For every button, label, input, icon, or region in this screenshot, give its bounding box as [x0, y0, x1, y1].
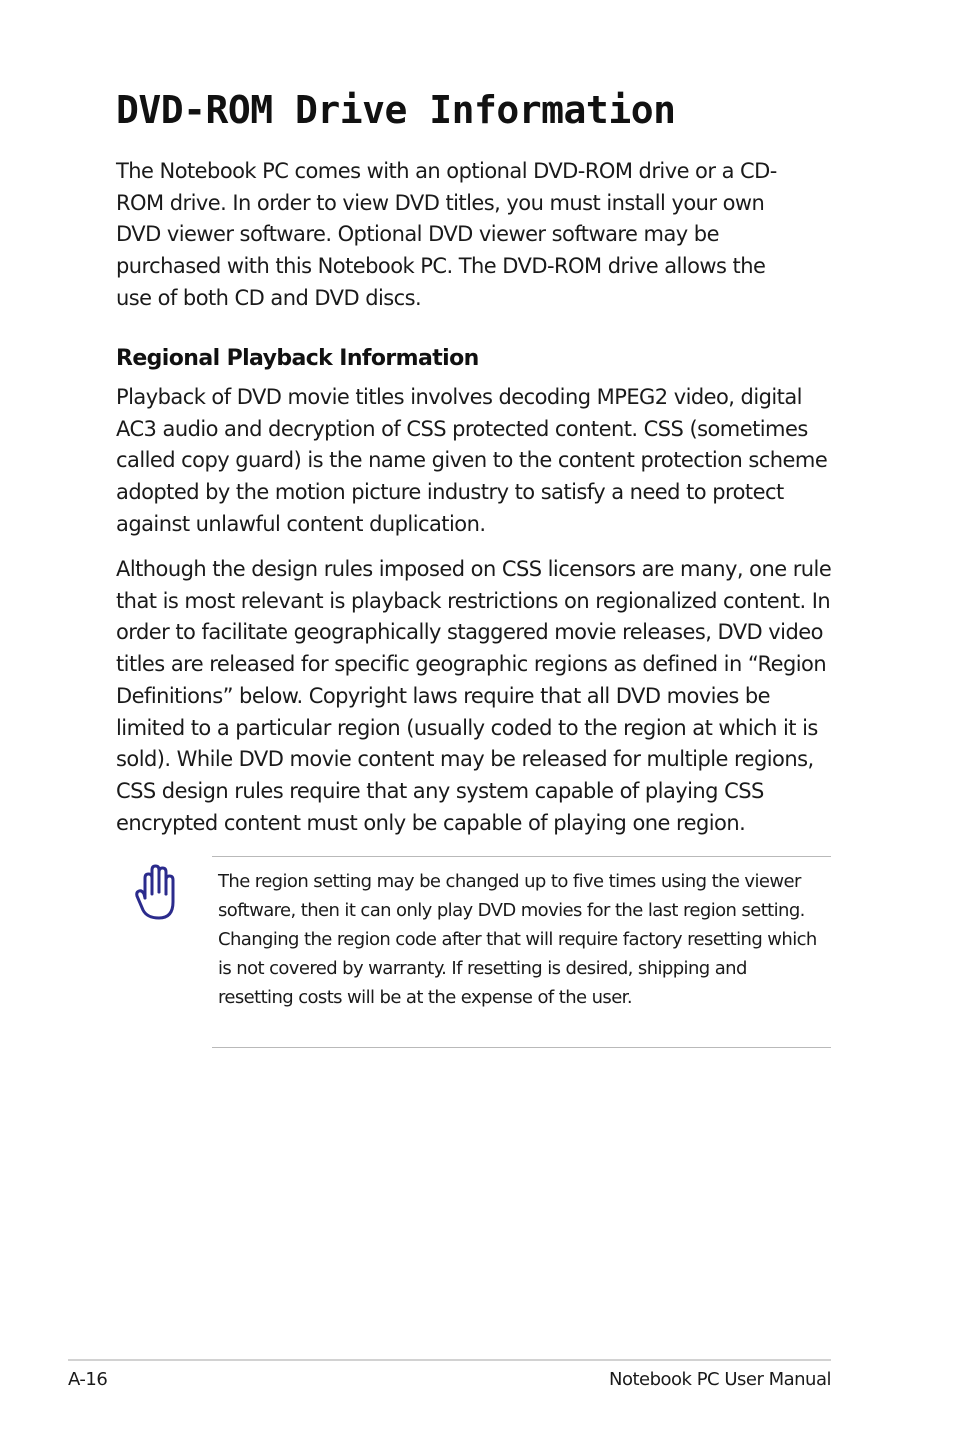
hand-stop-icon [133, 858, 181, 924]
body-paragraph-playback: Playback of DVD movie titles involves decoding MPEG2 video, digital AC3 audio and decryption of CSS protected content. CSS (sometimes called copy guard) is the name given to the content protection scheme adopted by the motion picture industry to satisfy a need to protect against unlawful content duplication. [116, 385, 828, 536]
body-paragraph-design-rules: Although the design rules imposed on CSS licensors are many, one rule that is most relevant is playback restrictions on regionalized content. In order to facilitate geographically staggered movie releases, DVD video titles are released for specific geographic regions as defined in “Region Definitions” below. Copyright laws require that all DVD movies be limited to a particular region (usually coded to the region at which it is sold). While DVD movie content may be released for multiple regions, CSS design rules require that any system capable of playing CSS encrypted content must only be capable of playing one region. [116, 557, 832, 835]
page-number: A-16 [68, 1369, 108, 1390]
intro-paragraph: The Notebook PC comes with an optional DVD-ROM drive or a CD-ROM drive. In order to view DVD titles, you must install your own DVD viewer software. Optional DVD viewer software may be purchased with this Notebook PC. The DVD-ROM drive allows the use of both CD and DVD discs. [116, 159, 777, 310]
footer-divider [68, 1359, 831, 1361]
section-heading: Regional Playback Information [116, 346, 479, 371]
warning-note [212, 856, 831, 1048]
page-title: DVD-ROM Drive Information [116, 88, 676, 132]
manual-title: Notebook PC User Manual [608, 1369, 831, 1390]
note-text: The region setting may be changed up to five times using the viewer software, then it can only play DVD movies for the last region setting. Changing the region code after that will require factory resetting which is not covered by warranty. If resetting is desired, shipping and resetting costs will be at the expense of the user. [218, 871, 817, 1008]
